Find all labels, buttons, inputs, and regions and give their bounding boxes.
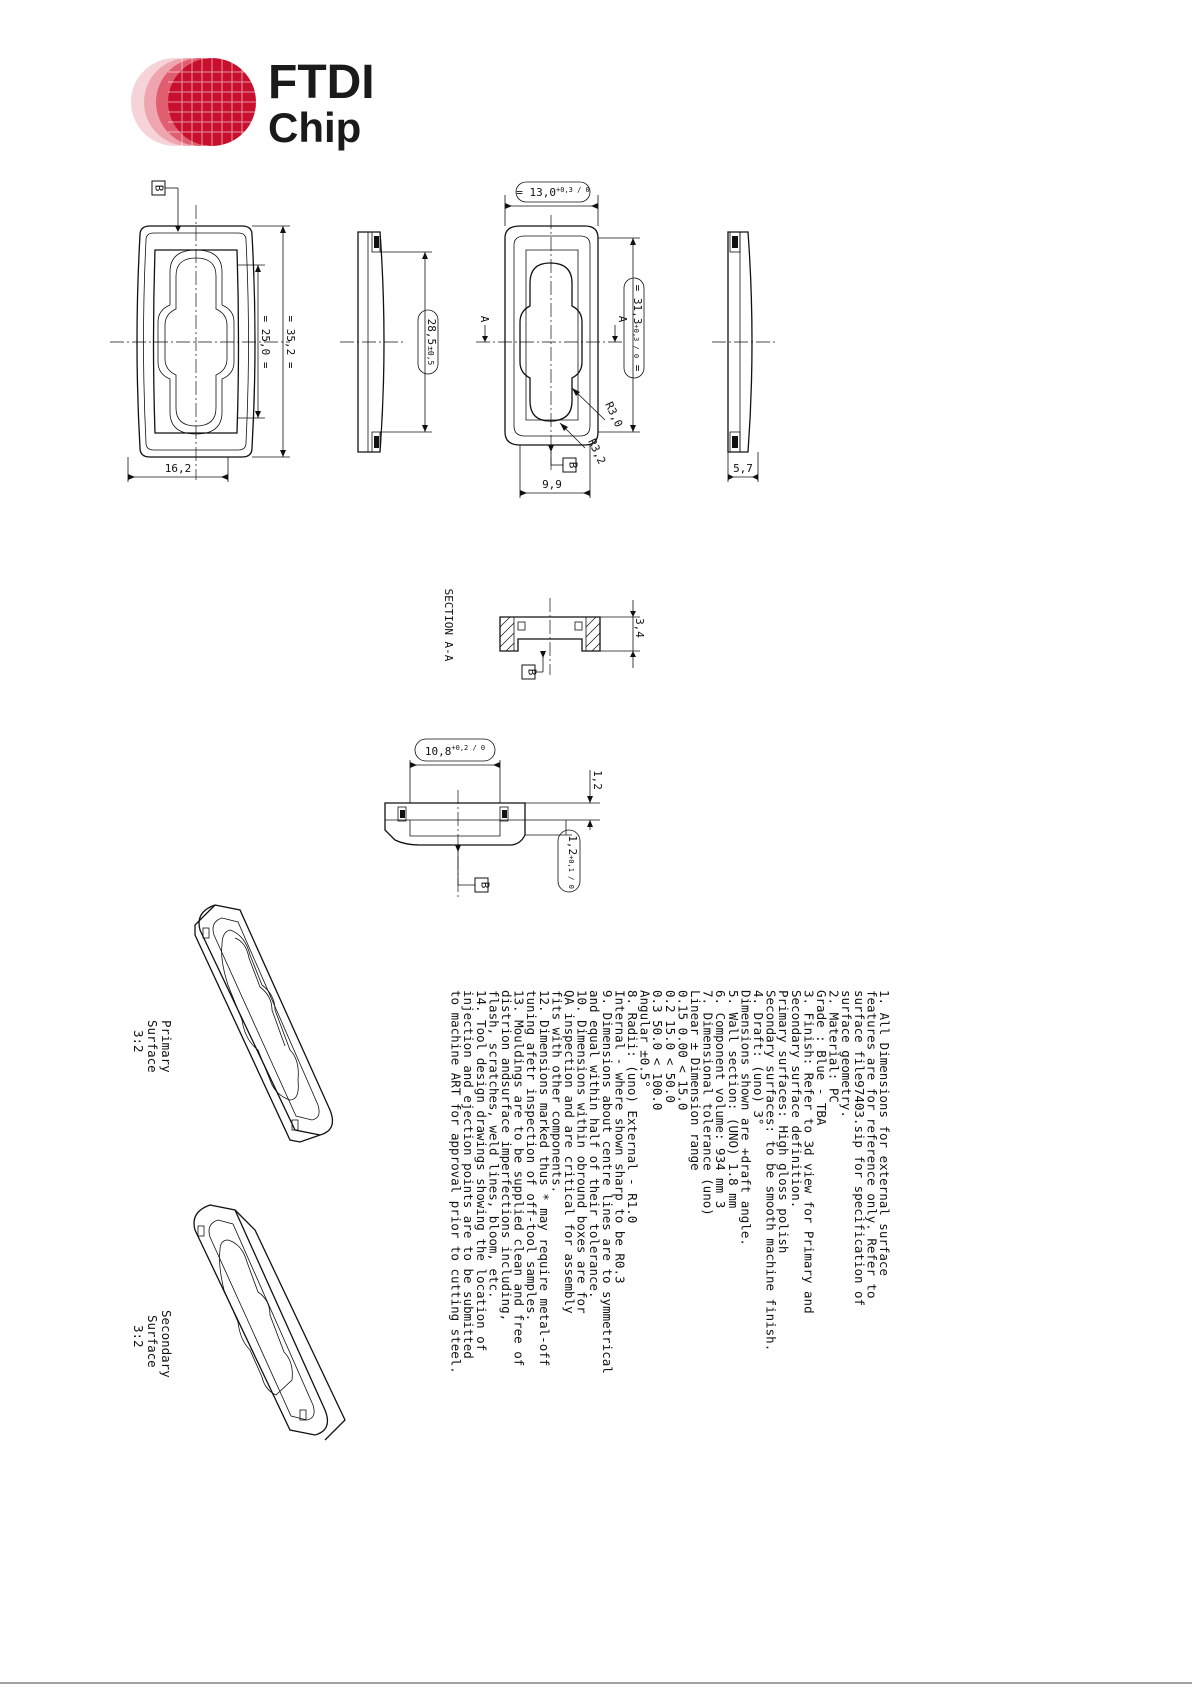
radius-r1-label: R3,0	[602, 399, 626, 430]
section-height-dim: 3,4	[633, 618, 646, 638]
note-line: Primary surfaces: High gloss polish	[776, 990, 792, 1254]
front-inner-dim: = 25,0 =	[259, 315, 272, 369]
end-depth-dim: 5,7	[733, 462, 753, 475]
note-line: and equal within half of their tolerance.	[587, 990, 603, 1299]
detail-view	[385, 739, 604, 900]
note-line: Secondary surface definition.	[788, 990, 804, 1209]
note-line: 12. Dimensions marked thus * may require metal-off	[536, 990, 552, 1367]
note-line: 14. Tool design drawings showing the location of	[473, 990, 489, 1352]
iso-secondary	[131, 1205, 345, 1440]
note-line: 6. Component volume: 934 mm 3	[713, 990, 729, 1209]
detail-lip-dim: 1,2+0,1 / 0	[566, 835, 579, 889]
note-line: QA inspection and are critical for assembly	[562, 990, 577, 1314]
section-datum-b: B	[525, 668, 539, 676]
note-line: 7. Dimensional tolerance (uno)	[700, 990, 716, 1216]
note-line: to machine ART for approval prior to cutting steel.	[448, 990, 464, 1374]
front-height-dim: = 35,2 =	[284, 315, 297, 369]
note-line: 10. Dimensions within obround boxes are for	[574, 990, 590, 1314]
note-line: 5. Wall section: (UNO) 1.8 mm	[725, 990, 741, 1209]
section-title: SECTION A-A	[442, 588, 455, 662]
note-line: 4. Draft: (uno) 3°	[751, 990, 766, 1126]
section-mark-right: A	[616, 315, 629, 323]
section-mark-left: A	[478, 315, 491, 323]
end-view	[712, 232, 775, 482]
note-line: 1. All Dimensions for external surface	[877, 990, 892, 1276]
note-line: surface file97403.sip for specification of	[851, 990, 867, 1307]
note-line: injection and ejection points are to be submitted	[461, 990, 477, 1359]
note-line: Internal - where shown sharp to be R0.3	[612, 990, 628, 1284]
iso-primary	[131, 905, 332, 1142]
section-view	[442, 589, 646, 679]
note-line: distrion andsurface imperfections including,	[499, 990, 514, 1322]
note-line: Angular ±0.5°	[637, 990, 653, 1088]
side-dim: 28,5±0,5	[425, 318, 438, 366]
note-line: Dimensions shown are +draft angle.	[738, 990, 754, 1246]
detail-gap-dim: 1,2	[591, 770, 604, 790]
front-width-dim: 16,2	[164, 462, 192, 475]
note-line: surface geometry.	[839, 990, 855, 1118]
note-line: features are for reference only. Refer to	[864, 990, 880, 1299]
secondary-label-2: Surface	[145, 1315, 160, 1368]
note-line: fits with other components.	[549, 990, 565, 1194]
top-offset-dim: 9,9	[542, 478, 562, 491]
secondary-label-3: 3:2	[131, 1325, 146, 1348]
note-line: tuning afetr inspection of off-tool samples.	[524, 990, 540, 1322]
secondary-label-1: Secondary	[159, 1310, 174, 1378]
logo-swoosh	[131, 58, 256, 146]
note-line: Linear ± Dimension range	[688, 990, 703, 1171]
note-line: Secondary surfaces: to be smooth machine finish.	[763, 990, 779, 1352]
ftdi-logo	[131, 56, 375, 151]
note-line: 3. Finish: Refer to 3d view for Primary and	[801, 990, 817, 1314]
notes-block	[449, 990, 892, 1374]
top-width-dim: = $13,0^{+0,3 / 0}$	[516, 186, 590, 199]
note-line: 2. Material: PC	[826, 990, 842, 1103]
top-view	[476, 182, 644, 498]
side-view	[340, 232, 438, 452]
note-line: 0.3 50.0 < 100.0	[650, 990, 666, 1111]
note-line: 9. Dimensions about centre lines are to symmetrical	[599, 990, 615, 1374]
radius-r2-label: R3,2	[585, 436, 609, 467]
primary-label-1: Primary	[159, 1020, 174, 1073]
note-line: 13. Mouldings are to be supplied clean and free of	[511, 990, 527, 1367]
logo-chip-text: Chip	[268, 104, 362, 151]
primary-label-2: Surface	[145, 1020, 160, 1073]
note-line: 0.15 0.00 < 15.0	[675, 990, 691, 1111]
top-height-dim: = 31,3+0,3 / 0 =	[631, 284, 644, 372]
note-line: Grade : Blue - TBA	[814, 990, 829, 1126]
front-view	[110, 181, 297, 482]
top-datum-b: B	[566, 461, 580, 469]
note-line: 0.2 15.0 < 50.0	[662, 990, 678, 1103]
datum-b-label: B	[152, 184, 166, 192]
logo-ftdi-text: FTDI	[268, 56, 375, 109]
detail-width-dim: $10,8^{+0,2 / 0}$	[424, 744, 486, 758]
detail-datum-b: B	[478, 881, 492, 889]
note-line: 8. Radii: (uno) External - R1.0	[625, 990, 640, 1224]
primary-label-3: 3:2	[131, 1030, 146, 1053]
note-line: flash, scratches, weld lines, bloom, etc.	[486, 990, 502, 1299]
